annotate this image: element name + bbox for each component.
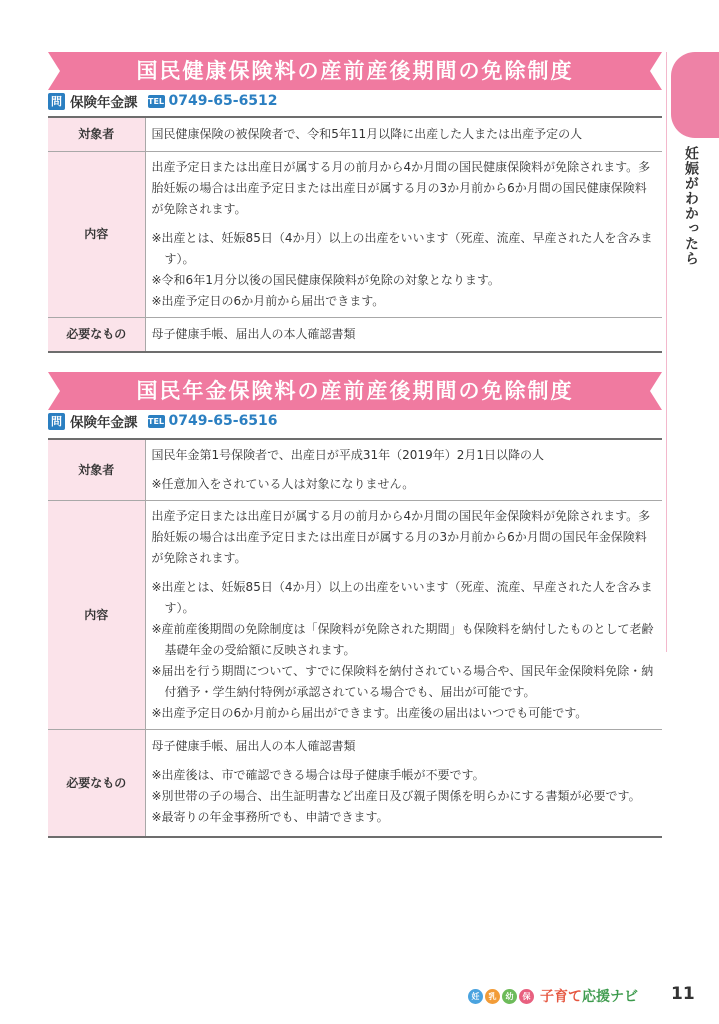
inquiry-icon: 問 xyxy=(48,413,65,430)
stage-badge-infant: 乳 xyxy=(485,989,500,1004)
stage-badge-nursery: 保 xyxy=(519,989,534,1004)
department-name: 保険年金課 xyxy=(70,95,138,111)
row-note: ※出産とは、妊娠85日（4か月）以上の出産をいいます（死産、流産、早産された人を含みます）。 xyxy=(151,580,653,615)
row-content xyxy=(145,501,662,730)
phone-icon: TEL xyxy=(147,96,165,106)
department-name: 保険年金課 xyxy=(70,415,138,431)
row-note: ※出産予定日の6か月前から届出できます。 xyxy=(151,294,385,308)
row-content xyxy=(145,152,662,318)
info-table-pension xyxy=(48,438,662,838)
table-row xyxy=(48,152,662,318)
row-note: ※別世帯の子の場合、出生証明書など出産日及び親子関係を明らかにする書類が必要です。 xyxy=(151,789,641,803)
stage-badge-toddler: 幼 xyxy=(502,989,517,1004)
row-header: 必要なもの xyxy=(48,318,145,353)
inquiry-icon: 問 xyxy=(48,93,65,110)
chapter-label: 妊娠がわかったら xyxy=(683,146,699,266)
contact-line-pension xyxy=(48,410,278,432)
row-note: ※任意加入をされている人は対象になりません。 xyxy=(151,477,415,491)
brand-name-part-b: 応援ナビ xyxy=(582,989,638,1005)
table-row xyxy=(48,501,662,730)
row-content xyxy=(145,730,662,838)
section-title: 国民健康保険料の産前産後期間の免除制度 xyxy=(136,59,574,83)
table-row xyxy=(48,439,662,501)
phone-number[interactable]: 0749-65-6516 xyxy=(168,413,278,429)
row-note: ※令和6年1月分以後の国民健康保険料が免除の対象となります。 xyxy=(151,273,500,287)
side-divider xyxy=(666,52,667,652)
row-content xyxy=(145,318,662,353)
table-row xyxy=(48,730,662,838)
section-title: 国民年金保険料の産前産後期間の免除制度 xyxy=(136,379,574,403)
brand-name-part-a: 子育て xyxy=(540,989,582,1005)
table-row xyxy=(48,117,662,152)
row-text: 国民年金第1号保険者で、出産日が平成31年（2019年）2月1日以降の人 xyxy=(151,448,544,462)
row-content xyxy=(145,439,662,501)
info-table-health xyxy=(48,116,662,353)
row-text: 母子健康手帳、届出人の本人確認書類 xyxy=(151,327,356,341)
brand-name xyxy=(540,986,638,1006)
row-text: 出産予定日または出産日が属する月の前月から4か月間の国民健康保険料が免除されます。多胎妊娠の場合は出産予定日または出産日が属する月の3か月前から6か月間の国民健康保険料が免除されます。 xyxy=(151,160,651,216)
section-banner-health xyxy=(48,52,662,90)
row-note: ※産前産後期間の免除制度は「保険料が免除された期間」も保険料を納付したものとして老齢基礎年金の受給額に反映されます。 xyxy=(151,622,654,657)
footer-brand-logo xyxy=(468,985,638,1007)
row-text: 母子健康手帳、届出人の本人確認書類 xyxy=(151,739,356,753)
row-note: ※届出を行う期間について、すでに保険料を納付されている場合や、国民年金保険料免除・納付猶予・学生納付特例が承認されている場合でも、届出が可能です。 xyxy=(151,664,654,699)
row-note: ※出産とは、妊娠85日（4か月）以上の出産をいいます（死産、流産、早産された人を含みます）。 xyxy=(151,231,653,266)
phone-icon: TEL xyxy=(147,416,165,426)
row-header: 内容 xyxy=(48,501,145,730)
row-note: ※最寄りの年金事務所でも、申請できます。 xyxy=(151,810,389,824)
row-note: ※出産後は、市で確認できる場合は母子健康手帳が不要です。 xyxy=(151,768,485,782)
row-header: 対象者 xyxy=(48,439,145,501)
row-header: 必要なもの xyxy=(48,730,145,838)
row-text: 国民健康保険の被保険者で、令和5年11月以降に出産した人または出産予定の人 xyxy=(151,127,583,141)
row-content xyxy=(145,117,662,152)
row-header: 内容 xyxy=(48,152,145,318)
phone-number[interactable]: 0749-65-6512 xyxy=(168,93,278,109)
stage-badge-pregnancy: 妊 xyxy=(468,989,483,1004)
table-row xyxy=(48,318,662,353)
row-header: 対象者 xyxy=(48,117,145,152)
row-note: ※出産予定日の6か月前から届出ができます。出産後の届出はいつでも可能です。 xyxy=(151,706,588,720)
contact-line-health xyxy=(48,90,278,112)
chapter-tab xyxy=(671,52,719,138)
section-banner-pension xyxy=(48,372,662,410)
row-text: 出産予定日または出産日が属する月の前月から4か月間の国民年金保険料が免除されます。多胎妊娠の場合は出産予定日または出産日が属する月の3か月前から6か月間の国民年金保険料が免除されます。 xyxy=(151,509,651,565)
page-number: 11 xyxy=(671,984,695,1004)
